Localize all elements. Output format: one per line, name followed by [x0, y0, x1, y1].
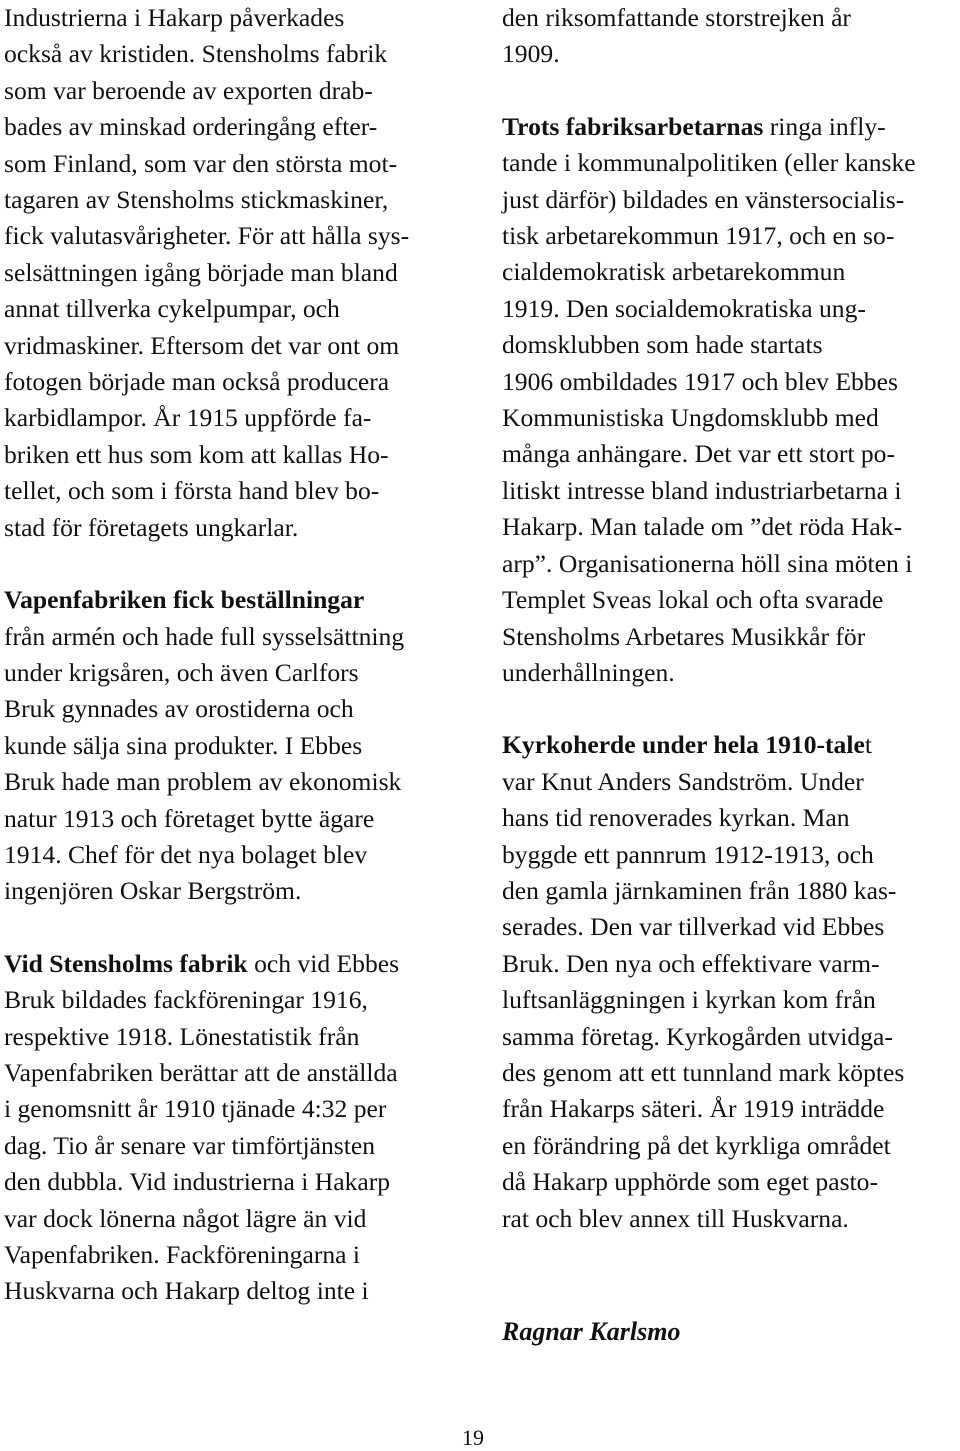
paragraph-gap — [4, 546, 442, 582]
text-line: hans tid renoverades kyrkan. Man — [502, 803, 850, 833]
page-number: 19 — [462, 1425, 484, 1450]
text-line: var dock lönerna något lägre än vid — [4, 1203, 367, 1233]
text-line: respektive 1918. Lönestatistik från — [4, 1021, 360, 1051]
text-line: Bruk bildades fackföreningar 1916, — [4, 985, 368, 1015]
text-line: byggde ett pannrum 1912-1913, och — [502, 839, 874, 869]
text-line: Bruk gynnades av orostiderna och — [4, 694, 354, 724]
text-line: stad för företagets ungkarlar. — [4, 512, 299, 542]
text-line: Huskvarna och Hakarp deltog inte i — [4, 1276, 369, 1306]
text-line: också av kristiden. Stensholms fabrik — [4, 39, 388, 69]
text-fragment: och vid Ebbes — [247, 948, 400, 978]
right-column — [502, 0, 958, 1237]
text-line: selsättningen igång började man bland — [4, 257, 398, 287]
paragraph-gap — [502, 73, 958, 109]
text-line: annat tillverka cykelpumpar, och — [4, 294, 340, 324]
text-line: som var beroende av exporten drab- — [4, 75, 373, 105]
text-line: från Hakarps säteri. År 1919 inträdde — [502, 1094, 885, 1124]
author-signature: Ragnar Karlsmo — [502, 1317, 681, 1346]
text-line: tagaren av Stensholms stickmaskiner, — [4, 185, 389, 215]
text-line: fotogen började man också producera — [4, 367, 390, 397]
text-line — [4, 946, 442, 982]
text-line: fick valutasvårigheter. För att hålla sys- — [4, 221, 410, 251]
text-line: Bruk. Den nya och effektivare varm- — [502, 948, 880, 978]
text-line: 1914. Chef för det nya bolaget blev — [4, 839, 368, 869]
paragraph-trade-unions — [4, 946, 442, 1310]
text-line — [502, 727, 958, 763]
text-line: var Knut Anders Sandström. Under — [502, 766, 864, 796]
text-line: 1919. Den socialdemokratiska ung- — [502, 293, 866, 323]
text-line: underhållningen. — [502, 657, 675, 687]
text-line: dag. Tio år senare var timförtjänsten — [4, 1130, 376, 1160]
text-line: Kommunistiska Ungdomsklubb med — [502, 403, 879, 433]
text-line: karbidlampor. År 1915 uppförde fa- — [4, 403, 372, 433]
paragraph-industries-crisis — [4, 0, 442, 546]
text-line: tisk arbetarekommun 1917, och en so- — [502, 221, 895, 251]
text-line: natur 1913 och företaget bytte ägare — [4, 803, 375, 833]
paragraph-church — [502, 727, 958, 1237]
text-line: i genomsnitt år 1910 tjänade 4:32 per — [4, 1094, 387, 1124]
text-line: tande i kommunalpolitiken (eller kanske — [502, 148, 916, 178]
text-line: cialdemokratisk arbetarekommun — [502, 257, 846, 287]
left-column — [4, 0, 442, 1310]
paragraph-gap — [4, 910, 442, 946]
text-fragment: ringa infly- — [763, 111, 886, 141]
text-line: ingenjören Oskar Bergström. — [4, 876, 302, 906]
text-line: Stensholms Arbetares Musikkår för — [502, 621, 866, 651]
text-line: luftsanläggningen i kyrkan kom från — [502, 985, 876, 1015]
text-line: den gamla järnkaminen från 1880 kas- — [502, 875, 897, 905]
text-line: arp”. Organisationerna höll sina möten i — [502, 548, 913, 578]
text-line: briken ett hus som kom att kallas Ho- — [4, 439, 389, 469]
text-line: den dubbla. Vid industrierna i Hakarp — [4, 1167, 391, 1197]
text-line: från armén och hade full sysselsättning — [4, 621, 405, 651]
text-line: litiskt intresse bland industriarbetarna i — [502, 475, 902, 505]
text-line: rat och blev annex till Huskvarna. — [502, 1203, 849, 1233]
text-line: Vapenfabriken. Fackföreningarna i — [4, 1240, 361, 1269]
text-line: den riksomfattande storstrejken år — [502, 3, 851, 32]
text-line: tellet, och som i första hand blev bo- — [4, 476, 380, 506]
text-line — [502, 109, 958, 145]
text-line: 1906 ombildades 1917 och blev Ebbes — [502, 366, 898, 396]
text-line: under krigsåren, och även Carlfors — [4, 657, 359, 687]
text-line: bades av minskad orderingång efter- — [4, 112, 378, 142]
text-line: Hakarp. Man talade om ”det röda Hak- — [502, 512, 903, 542]
text-line: en förändring på det kyrkliga området — [502, 1130, 891, 1160]
text-line: samma företag. Kyrkogården utvidga- — [502, 1021, 893, 1051]
paragraph-general-strike — [502, 0, 958, 73]
text-line: domsklubben som hade startats — [502, 330, 823, 360]
paragraph-lead: Trots fabriksarbetarnas — [502, 111, 764, 141]
paragraph-gap — [502, 691, 958, 727]
text-fragment: t — [864, 730, 872, 760]
text-line: då Hakarp upphörde som eget pasto- — [502, 1167, 878, 1197]
text-line: Vapenfabriken berättar att de anställda — [4, 1057, 398, 1087]
text-line: som Finland, som var den största mot- — [4, 148, 398, 178]
paragraph-weapons-factory — [4, 582, 442, 910]
paragraph-politics — [502, 109, 958, 692]
text-line: serades. Den var tillverkad vid Ebbes — [502, 912, 885, 942]
text-line: kunde sälja sina produkter. I Ebbes — [4, 730, 363, 760]
text-line: Bruk hade man problem av ekonomisk — [4, 767, 402, 797]
paragraph-lead: Vapenfabriken fick beställningar — [4, 585, 365, 615]
paragraph-lead: Vid Stensholms fabrik — [4, 948, 248, 978]
text-line: Templet Sveas lokal och ofta svarade — [502, 585, 884, 615]
text-line: vridmaskiner. Eftersom det var ont om — [4, 330, 400, 360]
text-line: des genom att ett tunnland mark köptes — [502, 1057, 905, 1087]
text-line: just därför) bildades en vänstersocialis- — [502, 184, 905, 214]
paragraph-lead: Kyrkoherde under hela 1910-tale — [502, 730, 865, 760]
text-line: 1909. — [502, 39, 560, 69]
text-line: Industrierna i Hakarp påverkades — [4, 3, 345, 32]
text-line: många anhängare. Det var ett stort po- — [502, 439, 895, 469]
